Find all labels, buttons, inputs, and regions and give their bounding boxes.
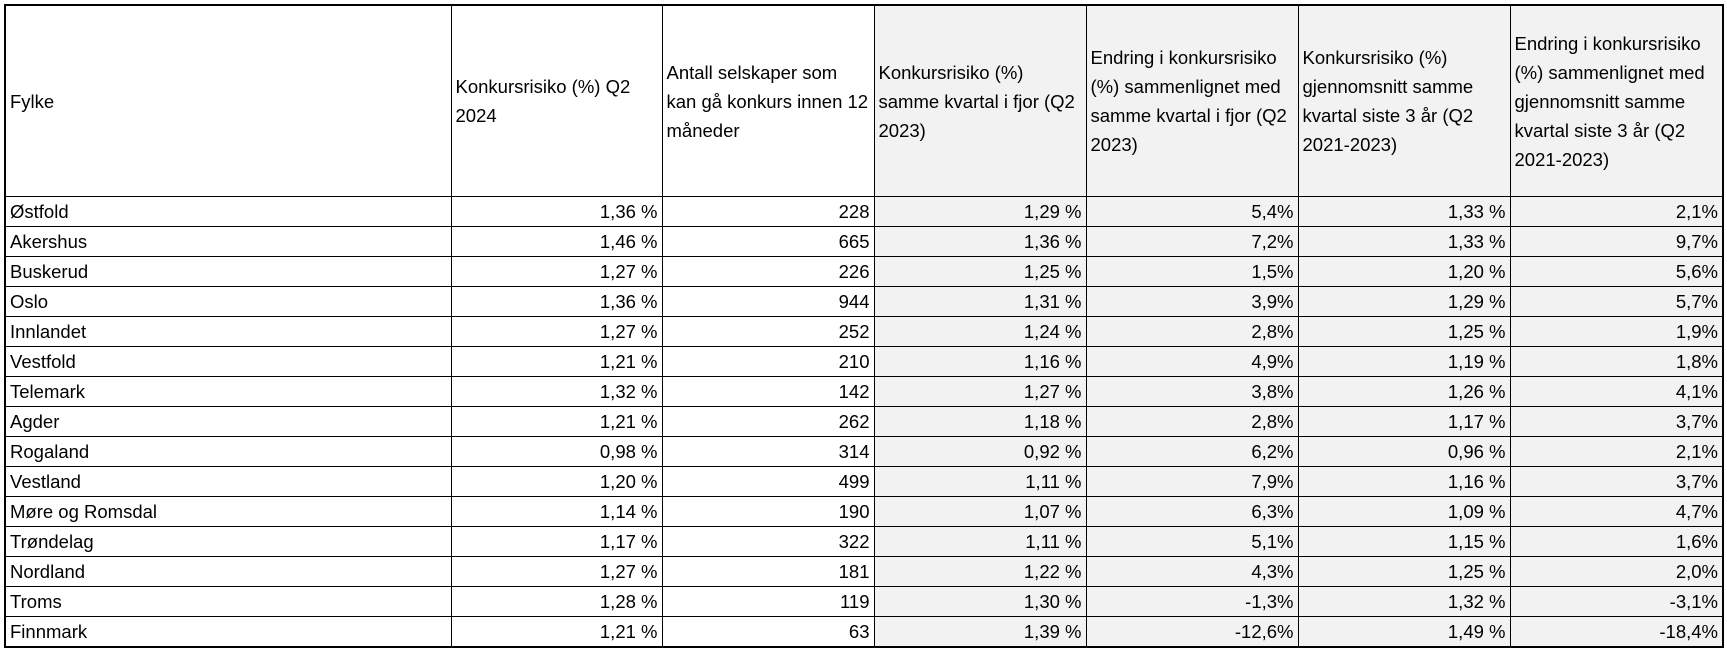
cell-risk-q2-2023: 1,18 %: [874, 407, 1086, 437]
cell-risk-q2-2023: 1,24 %: [874, 317, 1086, 347]
cell-avg-3y: 1,25 %: [1298, 317, 1510, 347]
header-row: [5, 5, 1723, 197]
cell-risk-q2-2023: 1,11 %: [874, 527, 1086, 557]
table-row: [5, 317, 1723, 347]
cell-change-vs-2023: 1,5%: [1086, 257, 1298, 287]
cell-change-vs-avg: 2,0%: [1510, 557, 1723, 587]
table-row: [5, 227, 1723, 257]
cell-company-count: 322: [662, 527, 874, 557]
table-row: [5, 557, 1723, 587]
table-row: [5, 467, 1723, 497]
cell-risk-q2-2024: 1,21 %: [451, 347, 662, 377]
cell-risk-q2-2024: 1,27 %: [451, 257, 662, 287]
cell-fylke: Buskerud: [5, 257, 451, 287]
cell-avg-3y: 1,16 %: [1298, 467, 1510, 497]
cell-avg-3y: 1,29 %: [1298, 287, 1510, 317]
cell-change-vs-2023: 5,4%: [1086, 197, 1298, 227]
cell-avg-3y: 1,09 %: [1298, 497, 1510, 527]
cell-avg-3y: 1,49 %: [1298, 617, 1510, 648]
cell-risk-q2-2024: 1,20 %: [451, 467, 662, 497]
table-body: [5, 197, 1723, 648]
cell-avg-3y: 1,25 %: [1298, 557, 1510, 587]
cell-company-count: 944: [662, 287, 874, 317]
cell-risk-q2-2024: 1,27 %: [451, 317, 662, 347]
cell-change-vs-2023: 4,3%: [1086, 557, 1298, 587]
table-row: [5, 497, 1723, 527]
cell-change-vs-2023: 5,1%: [1086, 527, 1298, 557]
header-change-vs-avg: Endring i konkursrisiko (%) sammenlignet med gjennomsnitt samme kvartal siste 3 år (Q2 2021-2023): [1510, 5, 1723, 197]
cell-fylke: Finnmark: [5, 617, 451, 648]
cell-change-vs-avg: 3,7%: [1510, 407, 1723, 437]
cell-avg-3y: 1,26 %: [1298, 377, 1510, 407]
cell-risk-q2-2023: 1,29 %: [874, 197, 1086, 227]
cell-avg-3y: 1,33 %: [1298, 197, 1510, 227]
cell-risk-q2-2024: 0,98 %: [451, 437, 662, 467]
cell-fylke: Møre og Romsdal: [5, 497, 451, 527]
table-row: [5, 527, 1723, 557]
cell-company-count: 210: [662, 347, 874, 377]
cell-company-count: 665: [662, 227, 874, 257]
cell-change-vs-2023: -1,3%: [1086, 587, 1298, 617]
cell-change-vs-2023: 7,9%: [1086, 467, 1298, 497]
header-company-count: Antall selskaper som kan gå konkurs innen 12 måneder: [662, 5, 874, 197]
data-table: [4, 4, 1724, 648]
cell-company-count: 142: [662, 377, 874, 407]
cell-fylke: Vestland: [5, 467, 451, 497]
cell-company-count: 119: [662, 587, 874, 617]
cell-company-count: 228: [662, 197, 874, 227]
cell-risk-q2-2024: 1,17 %: [451, 527, 662, 557]
cell-fylke: Troms: [5, 587, 451, 617]
cell-change-vs-avg: 3,7%: [1510, 467, 1723, 497]
table-row: [5, 407, 1723, 437]
cell-change-vs-avg: 2,1%: [1510, 437, 1723, 467]
cell-avg-3y: 1,32 %: [1298, 587, 1510, 617]
cell-avg-3y: 1,19 %: [1298, 347, 1510, 377]
cell-risk-q2-2023: 1,27 %: [874, 377, 1086, 407]
cell-risk-q2-2023: 1,22 %: [874, 557, 1086, 587]
cell-avg-3y: 1,17 %: [1298, 407, 1510, 437]
cell-change-vs-avg: 1,8%: [1510, 347, 1723, 377]
header-risk-q2-2023: Konkursrisiko (%) samme kvartal i fjor (Q2 2023): [874, 5, 1086, 197]
cell-fylke: Innlandet: [5, 317, 451, 347]
cell-risk-q2-2023: 1,36 %: [874, 227, 1086, 257]
table-row: [5, 287, 1723, 317]
cell-avg-3y: 1,15 %: [1298, 527, 1510, 557]
cell-change-vs-2023: 4,9%: [1086, 347, 1298, 377]
cell-change-vs-avg: 4,1%: [1510, 377, 1723, 407]
cell-risk-q2-2023: 0,92 %: [874, 437, 1086, 467]
cell-risk-q2-2023: 1,25 %: [874, 257, 1086, 287]
cell-fylke: Nordland: [5, 557, 451, 587]
header-change-vs-2023: Endring i konkursrisiko (%) sammenlignet med samme kvartal i fjor (Q2 2023): [1086, 5, 1298, 197]
cell-change-vs-2023: 2,8%: [1086, 407, 1298, 437]
cell-change-vs-avg: -3,1%: [1510, 587, 1723, 617]
cell-risk-q2-2024: 1,36 %: [451, 197, 662, 227]
cell-risk-q2-2023: 1,39 %: [874, 617, 1086, 648]
cell-risk-q2-2023: 1,30 %: [874, 587, 1086, 617]
cell-risk-q2-2024: 1,27 %: [451, 557, 662, 587]
cell-avg-3y: 1,33 %: [1298, 227, 1510, 257]
cell-avg-3y: 0,96 %: [1298, 437, 1510, 467]
cell-fylke: Vestfold: [5, 347, 451, 377]
header-fylke: Fylke: [5, 5, 451, 197]
table-row: [5, 587, 1723, 617]
cell-risk-q2-2023: 1,07 %: [874, 497, 1086, 527]
cell-company-count: 181: [662, 557, 874, 587]
cell-change-vs-2023: -12,6%: [1086, 617, 1298, 648]
cell-avg-3y: 1,20 %: [1298, 257, 1510, 287]
cell-company-count: 226: [662, 257, 874, 287]
cell-risk-q2-2024: 1,14 %: [451, 497, 662, 527]
cell-change-vs-avg: 5,6%: [1510, 257, 1723, 287]
table-row: [5, 617, 1723, 648]
cell-change-vs-avg: 1,9%: [1510, 317, 1723, 347]
cell-fylke: Rogaland: [5, 437, 451, 467]
cell-company-count: 190: [662, 497, 874, 527]
header-avg-3y: Konkursrisiko (%) gjennomsnitt samme kvartal siste 3 år (Q2 2021-2023): [1298, 5, 1510, 197]
cell-change-vs-2023: 3,9%: [1086, 287, 1298, 317]
cell-fylke: Oslo: [5, 287, 451, 317]
table-row: [5, 257, 1723, 287]
header-risk-q2-2024: Konkursrisiko (%) Q2 2024: [451, 5, 662, 197]
cell-risk-q2-2024: 1,32 %: [451, 377, 662, 407]
cell-risk-q2-2024: 1,21 %: [451, 407, 662, 437]
cell-risk-q2-2023: 1,31 %: [874, 287, 1086, 317]
cell-change-vs-avg: 4,7%: [1510, 497, 1723, 527]
cell-risk-q2-2024: 1,28 %: [451, 587, 662, 617]
cell-company-count: 252: [662, 317, 874, 347]
table-row: [5, 377, 1723, 407]
cell-change-vs-2023: 3,8%: [1086, 377, 1298, 407]
cell-change-vs-avg: 5,7%: [1510, 287, 1723, 317]
cell-change-vs-2023: 2,8%: [1086, 317, 1298, 347]
cell-company-count: 63: [662, 617, 874, 648]
cell-fylke: Agder: [5, 407, 451, 437]
cell-change-vs-avg: -18,4%: [1510, 617, 1723, 648]
cell-change-vs-2023: 7,2%: [1086, 227, 1298, 257]
cell-change-vs-avg: 2,1%: [1510, 197, 1723, 227]
cell-risk-q2-2023: 1,11 %: [874, 467, 1086, 497]
cell-risk-q2-2024: 1,46 %: [451, 227, 662, 257]
cell-change-vs-2023: 6,2%: [1086, 437, 1298, 467]
cell-fylke: Østfold: [5, 197, 451, 227]
cell-company-count: 314: [662, 437, 874, 467]
cell-fylke: Akershus: [5, 227, 451, 257]
cell-company-count: 499: [662, 467, 874, 497]
cell-change-vs-avg: 9,7%: [1510, 227, 1723, 257]
cell-change-vs-2023: 6,3%: [1086, 497, 1298, 527]
cell-fylke: Trøndelag: [5, 527, 451, 557]
table-row: [5, 437, 1723, 467]
cell-risk-q2-2024: 1,36 %: [451, 287, 662, 317]
table-header: [5, 5, 1723, 197]
cell-company-count: 262: [662, 407, 874, 437]
cell-risk-q2-2024: 1,21 %: [451, 617, 662, 648]
table-row: [5, 347, 1723, 377]
cell-change-vs-avg: 1,6%: [1510, 527, 1723, 557]
cell-fylke: Telemark: [5, 377, 451, 407]
cell-risk-q2-2023: 1,16 %: [874, 347, 1086, 377]
table-row: [5, 197, 1723, 227]
